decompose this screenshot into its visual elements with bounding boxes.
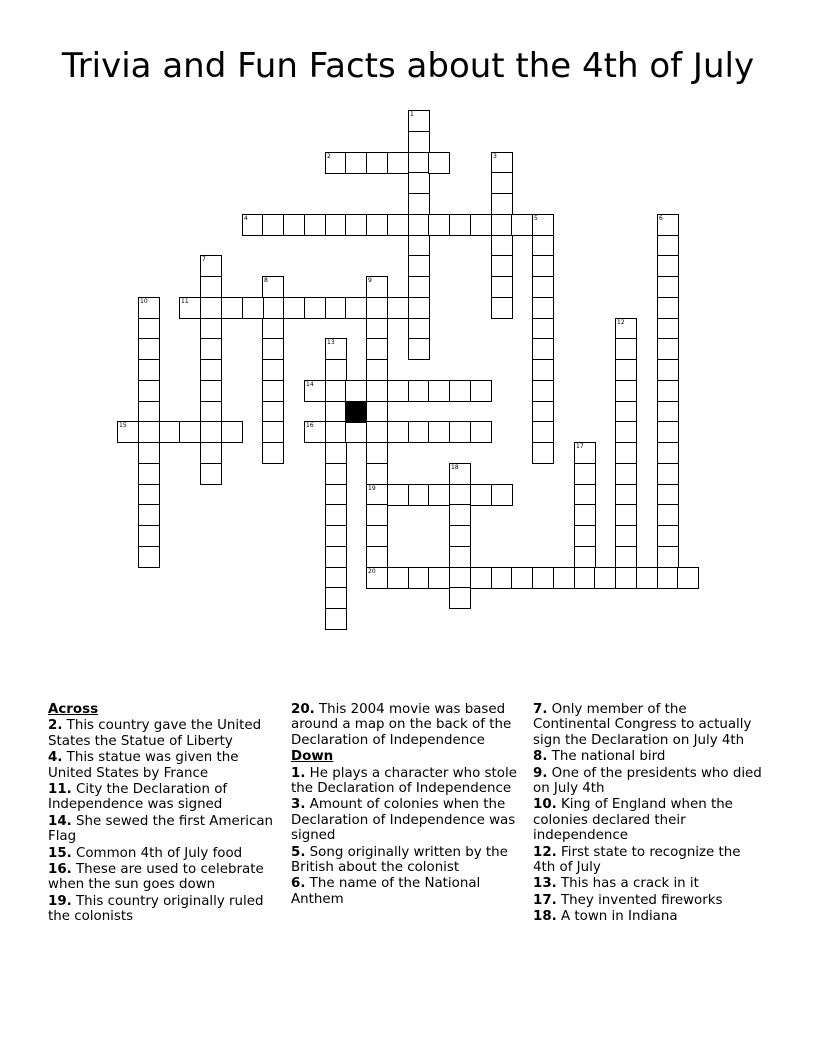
grid-cell[interactable] [262,359,284,381]
grid-cell[interactable] [325,359,347,381]
grid-cell[interactable] [325,152,347,174]
grid-cell[interactable] [200,463,222,485]
grid-cell[interactable] [408,110,430,132]
grid-cell[interactable] [574,546,596,568]
grid-cell[interactable] [366,214,388,236]
grid-cell[interactable] [408,484,430,506]
clue-down-13: 13. This has a crack in it [533,876,699,892]
clue-number: 15 [119,422,127,429]
grid-cell[interactable] [532,276,554,298]
grid-cell[interactable] [553,567,575,589]
grid-cell[interactable] [657,318,679,340]
grid-cell[interactable] [138,297,160,319]
grid-cell[interactable] [408,297,430,319]
grid-cell[interactable] [262,401,284,423]
grid-cell[interactable] [366,463,388,485]
black-square [345,401,367,423]
grid-cell[interactable] [491,255,513,277]
grid-cell[interactable] [615,546,637,568]
grid-cell[interactable] [408,276,430,298]
grid-cell[interactable] [408,131,430,153]
grid-cell[interactable] [304,214,326,236]
grid-cell[interactable] [657,546,679,568]
grid-cell[interactable] [470,421,492,443]
grid-cell[interactable] [657,484,679,506]
clue-down-7: 7. Only member of the Continental Congress to actually sign the Declaration on July 4th [533,702,752,748]
grid-cell[interactable] [325,421,347,443]
grid-cell[interactable] [574,442,596,464]
grid-cell[interactable] [636,567,658,589]
grid-cell[interactable] [449,587,471,609]
grid-cell[interactable] [242,297,264,319]
grid-cell[interactable] [304,421,326,443]
grid-cell[interactable] [574,525,596,547]
clues-column-3 [533,702,765,926]
grid-cell[interactable] [615,359,637,381]
grid-cell[interactable] [470,567,492,589]
grid-cell[interactable] [159,421,181,443]
grid-cell[interactable] [657,442,679,464]
grid-cell[interactable] [325,484,347,506]
clue-across-20: 20. This 2004 movie was based around a map on the back of the Declaration of Independence [291,702,512,748]
grid-cell[interactable] [366,359,388,381]
clue-number: 10 [140,298,148,305]
grid-cell[interactable] [491,276,513,298]
grid-cell[interactable] [657,235,679,257]
grid-cell[interactable] [325,587,347,609]
grid-cell[interactable] [366,380,388,402]
clue-number: 3 [493,153,497,160]
grid-cell[interactable] [470,484,492,506]
grid-cell[interactable] [532,421,554,443]
grid-cell[interactable] [574,504,596,526]
grid-cell[interactable] [657,338,679,360]
grid-cell[interactable] [325,525,347,547]
grid-cell[interactable] [491,297,513,319]
grid-cell[interactable] [532,401,554,423]
grid-cell[interactable] [574,463,596,485]
clue-across-14: 14. She sewed the first American Flag [48,813,274,845]
grid-cell[interactable] [345,214,367,236]
grid-cell[interactable] [138,318,160,340]
clue-number: 7 [202,256,206,263]
clue-number: 5 [534,215,538,222]
grid-cell[interactable] [428,567,450,589]
grid-cell[interactable] [428,214,450,236]
grid-cell[interactable] [449,546,471,568]
grid-cell[interactable] [138,442,160,464]
clue-across-15: 15. Common 4th of July food [48,845,243,861]
grid-cell[interactable] [532,380,554,402]
grid-cell[interactable] [532,442,554,464]
grid-cell[interactable] [200,421,222,443]
grid-cell[interactable] [615,525,637,547]
grid-cell[interactable] [221,421,243,443]
grid-cell[interactable] [325,463,347,485]
grid-cell[interactable] [449,525,471,547]
grid-cell[interactable] [262,318,284,340]
grid-cell[interactable] [615,567,637,589]
grid-cell[interactable] [657,297,679,319]
grid-cell[interactable] [138,546,160,568]
grid-cell[interactable] [491,567,513,589]
grid-cell[interactable] [511,214,533,236]
grid-cell[interactable] [408,235,430,257]
grid-cell[interactable] [262,380,284,402]
down-header: Down [291,749,334,765]
grid-cell[interactable] [428,421,450,443]
grid-cell[interactable] [325,380,347,402]
grid-cell[interactable] [200,276,222,298]
clue-down-6: 6. The name of the National Anthem [291,876,481,907]
grid-cell[interactable] [366,297,388,319]
clue-down-18: 18. A town in Indiana [533,909,678,925]
grid-cell[interactable] [345,152,367,174]
grid-cell[interactable] [449,484,471,506]
grid-cell[interactable] [532,214,554,236]
grid-cell[interactable] [325,504,347,526]
grid-cell[interactable] [345,421,367,443]
grid-cell[interactable] [657,276,679,298]
grid-cell[interactable] [200,380,222,402]
clue-number: 11 [181,298,189,305]
grid-cell[interactable] [262,297,284,319]
grid-cell[interactable] [138,463,160,485]
grid-cell[interactable] [221,297,243,319]
grid-cell[interactable] [408,255,430,277]
clue-number: 6 [659,215,663,222]
grid-cell[interactable] [117,421,139,443]
grid-cell[interactable] [594,567,616,589]
grid-cell[interactable] [200,359,222,381]
clue-number: 18 [451,464,459,471]
grid-cell[interactable] [532,235,554,257]
grid-cell[interactable] [532,359,554,381]
grid-cell[interactable] [304,380,326,402]
grid-cell[interactable] [325,567,347,589]
grid-cell[interactable] [428,484,450,506]
grid-cell[interactable] [491,235,513,257]
grid-cell[interactable] [325,401,347,423]
grid-cell[interactable] [138,401,160,423]
clue-down-9: 9. One of the presidents who died on July 4th [533,765,762,797]
grid-cell[interactable] [387,380,409,402]
grid-cell[interactable] [325,214,347,236]
clue-number: 8 [264,277,268,284]
grid-cell[interactable] [408,380,430,402]
grid-cell[interactable] [491,152,513,174]
grid-cell[interactable] [449,504,471,526]
grid-cell[interactable] [491,193,513,215]
clue-across-2: 2. This country gave the United States the Statue of Liberty [48,718,262,749]
grid-cell[interactable] [200,318,222,340]
clue-number: 13 [327,339,335,346]
grid-cell[interactable] [428,152,450,174]
grid-cell[interactable] [366,442,388,464]
grid-cell[interactable] [304,297,326,319]
clues-column-2 [291,702,523,908]
grid-cell[interactable] [657,401,679,423]
grid-cell[interactable] [325,442,347,464]
grid-cell[interactable] [262,421,284,443]
grid-cell[interactable] [615,504,637,526]
page-title: Trivia and Fun Facts about the 4th of July [61,46,755,86]
grid-cell[interactable] [574,484,596,506]
grid-cell[interactable] [387,152,409,174]
grid-cell[interactable] [511,567,533,589]
grid-cell[interactable] [138,525,160,547]
clue-down-12: 12. First state to recognize the 4th of July [533,844,741,876]
grid-cell[interactable] [615,401,637,423]
clue-number: 9 [368,277,372,284]
grid-cell[interactable] [532,567,554,589]
grid-cell[interactable] [615,421,637,443]
grid-cell[interactable] [283,214,305,236]
grid-cell[interactable] [242,214,264,236]
grid-cell[interactable] [408,421,430,443]
clue-across-16: 16. These are used to celebrate when the sun goes down [48,862,264,893]
clue-number: 19 [368,485,376,492]
grid-cell[interactable] [657,380,679,402]
across-header: Across [48,702,99,717]
grid-cell[interactable] [366,421,388,443]
grid-cell[interactable] [408,567,430,589]
grid-cell[interactable] [138,421,160,443]
grid-cell[interactable] [179,421,201,443]
clue-across-11: 11. City the Declaration of Independence was signed [48,782,228,813]
grid-cell[interactable] [532,255,554,277]
grid-cell[interactable] [449,567,471,589]
grid-cell[interactable] [138,338,160,360]
grid-cell[interactable] [366,338,388,360]
clue-number: 14 [306,381,314,388]
grid-cell[interactable] [200,338,222,360]
grid-cell[interactable] [325,546,347,568]
clue-number: 4 [244,215,248,222]
grid-cell[interactable] [262,276,284,298]
grid-cell[interactable] [179,297,201,319]
grid-cell[interactable] [366,484,388,506]
clue-down-17: 17. They invented fireworks [533,892,723,908]
grid-cell[interactable] [366,318,388,340]
grid-cell[interactable] [138,380,160,402]
grid-cell[interactable] [366,152,388,174]
clues-column-1 [48,702,276,926]
grid-cell[interactable] [200,255,222,277]
grid-cell[interactable] [657,504,679,526]
clue-number: 16 [306,422,314,429]
grid-cell[interactable] [657,463,679,485]
grid-cell[interactable] [283,297,305,319]
grid-cell[interactable] [200,297,222,319]
grid-cell[interactable] [615,380,637,402]
grid-cell[interactable] [615,484,637,506]
grid-cell[interactable] [387,567,409,589]
grid-cell[interactable] [615,442,637,464]
grid-cell[interactable] [657,214,679,236]
grid-cell[interactable] [345,297,367,319]
grid-cell[interactable] [325,608,347,630]
grid-cell[interactable] [449,380,471,402]
grid-cell[interactable] [262,338,284,360]
grid-cell[interactable] [615,318,637,340]
grid-cell[interactable] [366,546,388,568]
grid-cell[interactable] [325,338,347,360]
grid-cell[interactable] [138,359,160,381]
grid-cell[interactable] [491,484,513,506]
grid-cell[interactable] [574,567,596,589]
grid-cell[interactable] [366,401,388,423]
clue-number: 17 [576,443,584,450]
clue-down-1: 1. He plays a character who stole the Declaration of Independence [291,765,517,797]
clue-down-8: 8. The national bird [533,749,666,765]
grid-cell[interactable] [408,152,430,174]
grid-cell[interactable] [408,193,430,215]
grid-cell[interactable] [491,214,513,236]
grid-cell[interactable] [408,338,430,360]
grid-cell[interactable] [387,214,409,236]
grid-cell[interactable] [387,484,409,506]
grid-cell[interactable] [387,421,409,443]
grid-cell[interactable] [325,297,347,319]
grid-cell[interactable] [657,421,679,443]
clue-number: 1 [410,111,414,118]
grid-cell[interactable] [532,338,554,360]
grid-cell[interactable] [532,297,554,319]
clue-number: 2 [327,153,331,160]
clue-down-3: 3. Amount of colonies when the Declaration of Independence was signed [291,797,516,844]
grid-cell[interactable] [677,567,699,589]
grid-cell[interactable] [200,401,222,423]
grid-cell[interactable] [262,442,284,464]
grid-cell[interactable] [408,318,430,340]
grid-cell[interactable] [262,214,284,236]
grid-cell[interactable] [657,359,679,381]
grid-cell[interactable] [615,463,637,485]
grid-cell[interactable] [366,276,388,298]
grid-cell[interactable] [449,421,471,443]
grid-cell[interactable] [200,442,222,464]
grid-cell[interactable] [387,297,409,319]
clue-across-4: 4. This statue was given the United States by France [48,750,239,781]
clue-number: 12 [617,319,625,326]
grid-cell[interactable] [657,525,679,547]
grid-cell[interactable] [366,525,388,547]
grid-cell[interactable] [491,172,513,194]
clue-down-5: 5. Song originally written by the British about the colonist [291,844,508,876]
grid-cell[interactable] [366,504,388,526]
grid-cell[interactable] [138,504,160,526]
grid-cell[interactable] [657,567,679,589]
grid-cell[interactable] [449,214,471,236]
grid-cell[interactable] [449,463,471,485]
clue-down-10: 10. King of England when the colonies declared their independence [533,797,733,844]
grid-cell[interactable] [532,318,554,340]
grid-cell[interactable] [408,172,430,194]
grid-cell[interactable] [138,484,160,506]
grid-cell[interactable] [366,567,388,589]
grid-cell[interactable] [428,380,450,402]
clue-number: 20 [368,568,376,575]
grid-cell[interactable] [657,255,679,277]
grid-cell[interactable] [470,380,492,402]
clue-across-19: 19. This country originally ruled the colonists [48,893,264,925]
grid-cell[interactable] [345,380,367,402]
grid-cell[interactable] [408,214,430,236]
grid-cell[interactable] [615,338,637,360]
grid-cell[interactable] [470,214,492,236]
